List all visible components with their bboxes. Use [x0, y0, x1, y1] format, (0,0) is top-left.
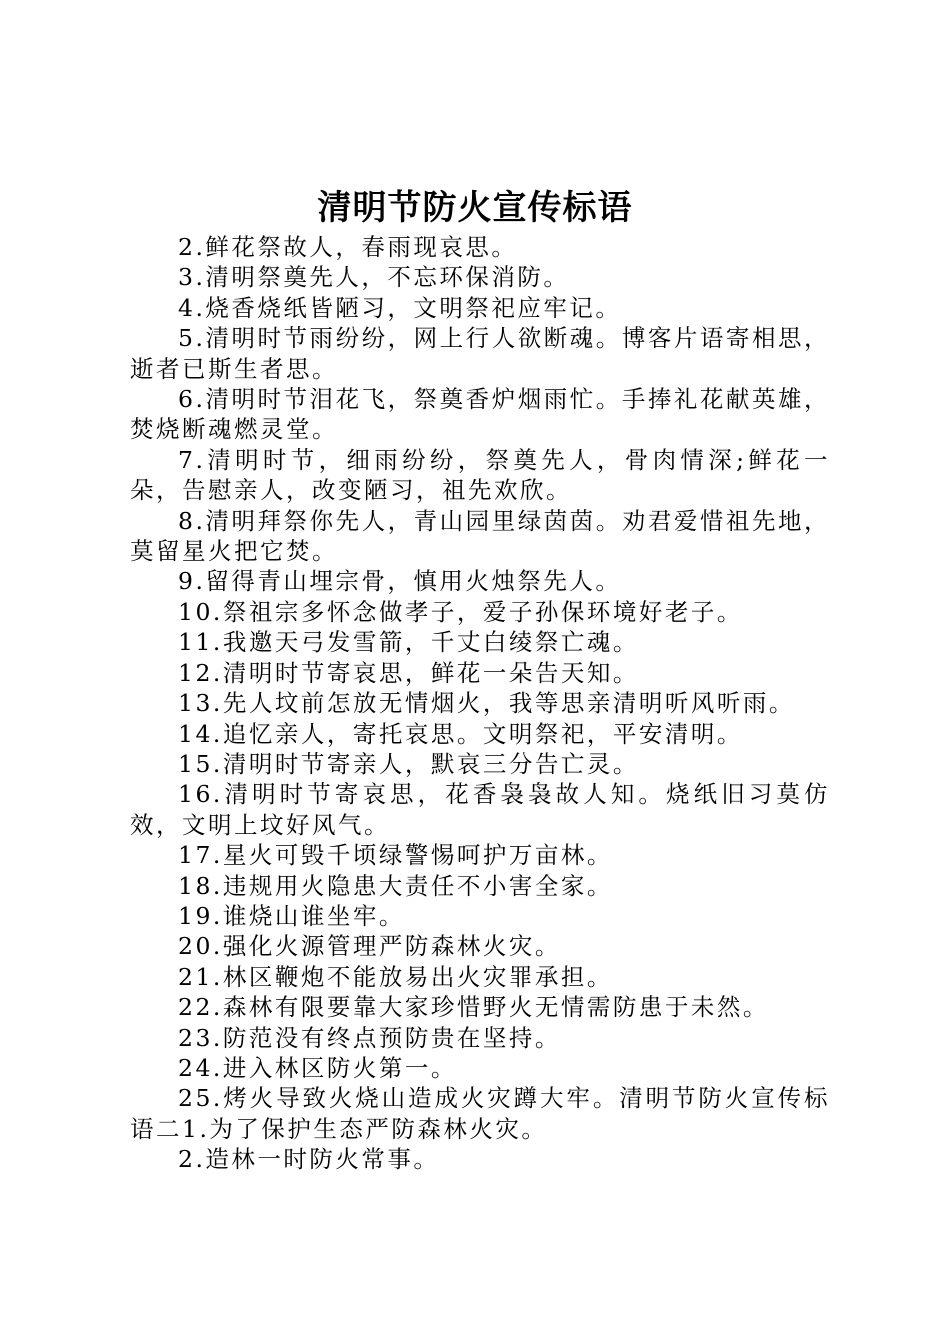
paragraph: 3.清明祭奠先人，不忘环保消防。	[178, 263, 570, 292]
paragraph: 25.烤火导致火烧山造成火灾蹲大牢。清明节防火宣传标语二1.为了保护生态严防森林火灾。	[130, 1084, 830, 1143]
paragraph: 7.清明时节，细雨纷纷，祭奠先人，骨肉情深;鲜花一朵，告慰亲人，改变陋习，祖先欢欣。	[130, 445, 830, 505]
paragraph: 20.强化火源管理严防森林火灾。	[178, 932, 561, 961]
paragraph: 2.造林一时防火常事。	[178, 1145, 440, 1174]
paragraph: 12.清明时节寄哀思，鲜花一朵告天知。	[178, 658, 639, 687]
paragraph: 17.星火可毁千顷绿警惕呵护万亩林。	[178, 841, 613, 870]
paragraph: 11.我邀天弓发雪箭，千丈白绫祭亡魂。	[178, 628, 639, 657]
paragraph: 13.先人坟前怎放无情烟火，我等思亲清明听风听雨。	[178, 689, 795, 718]
paragraph: 15.清明时节寄亲人，默哀三分告亡灵。	[178, 749, 639, 778]
paragraph: 10.祭祖宗多怀念做孝子，爱子孙保环境好老子。	[178, 597, 743, 626]
paragraph: 22.森林有限要靠大家珍惜野火无情需防患于未然。	[178, 993, 769, 1022]
paragraph: 2.鲜花祭故人，春雨现哀思。	[178, 233, 518, 261]
paragraph: 18.违规用火隐患大责任不小害全家。	[178, 871, 613, 900]
document-title: 清明节防火宣传标语	[317, 188, 633, 228]
paragraph: 16.清明时节寄哀思，花香袅袅故人知。烧纸旧习莫仿效，文明上坟好风气。	[130, 780, 830, 839]
paragraph: 9.留得青山埋宗骨，慎用火烛祭先人。	[178, 567, 622, 596]
paragraph: 19.谁烧山谁坐牢。	[178, 901, 405, 930]
paragraph: 23.防范没有终点预防贵在坚持。	[178, 1023, 561, 1052]
paragraph: 24.进入林区防火第一。	[178, 1053, 457, 1082]
paragraph: 14.追忆亲人，寄托哀思。文明祭祀，平安清明。	[178, 719, 743, 748]
paragraph: 21.林区鞭炮不能放易出火灾罪承担。	[178, 962, 613, 991]
paragraph: 5.清明时节雨纷纷，网上行人欲断魂。博客片语寄相思，逝者已斯生者思。	[130, 324, 830, 383]
paragraph: 4.烧香烧纸皆陋习，文明祭祀应牢记。	[178, 293, 622, 322]
paragraph: 8.清明拜祭你先人，青山园里绿茵茵。劝君爱惜祖先地，莫留星火把它焚。	[130, 506, 830, 566]
document-body	[130, 232, 830, 1175]
paragraph: 6.清明时节泪花飞，祭奠香炉烟雨忙。手捧礼花献英雄，焚烧断魂燃灵堂。	[130, 385, 830, 444]
